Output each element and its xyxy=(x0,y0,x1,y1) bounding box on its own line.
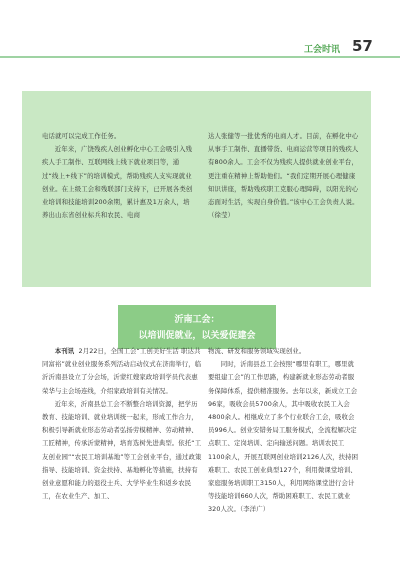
article-paragraph: 近年来，沂南县总工会不断整合培训资源，把学历教育、技能培训、就业培训统一起来，形成工作合力，积极引导新就业形态劳动者弘扬劳模精神、劳动精神、工匠精神，传承沂蒙精神，培育选树先进典型。依托“工友创业园”“农民工培训基地”等工会创业平台，通过政策指导、技能培训、资金扶持、基地孵化等措施，扶持有创业意愿和能力的退役士兵、大学毕业生和返乡农民工，在农业生产、加工、 xyxy=(42,399,202,501)
box-left-column xyxy=(42,130,195,222)
box-paragraph: 电话就可以完成工作任务。 xyxy=(42,132,121,140)
box-paragraph: 达人张健等一批优秀的电商人才。目前，在孵化中心从事手工制作、直播带货、电商运营等项目的残疾人有800余人。工会不仅为残疾人提供就业创业平台，更注重在精神上帮助他们。“我们定期开展心理健康知识讲座，帮助残疾职工克服心理障碍，以阳光的心态面对生活，实现自身价值。”该中心工会负责人说。（徐莹） xyxy=(208,132,359,220)
article-right-column xyxy=(208,345,360,517)
page-number: 57 xyxy=(352,37,373,55)
box-paragraph: 近年来，广饶残疾人创业孵化中心工会吸引入残疾人手工制作、互联网线上线下就业项目等，通过“线上+线下”的培训模式，帮助残疾人支实现就业创业。在上级工会和残联部门支持下，已开展各类创业培训和技能培训200余期，累计惠及1万余人，培养出山东省创业标兵和农民、电商 xyxy=(42,145,193,220)
box-right-column xyxy=(208,130,360,222)
article-title-line1: 沂南工会： xyxy=(174,315,220,325)
article-title-line2: 以培训促就业，以关爱促建会 xyxy=(138,331,256,341)
article-left-column xyxy=(42,345,202,503)
article-lead-paragraph xyxy=(42,345,202,398)
byline: 本刊讯 xyxy=(54,347,75,355)
lead-text: 2月22日，全国工会“工创美好生活 职达共同富裕”就业创业服务系列活动启动仪式在济南举行，临沂沂南县设立了分会场，沂蒙红嫂家政培训学员代表惠荣华与主会场连线，介绍家政培训有关情况。 xyxy=(42,347,202,395)
header-rule xyxy=(0,56,400,58)
article-paragraph: 同时，沂南县总工会按照“哪里有职工，哪里就要组建工会”的工作思路，构建新就业形态劳动者服务保障体系，提供精准服务。去年以来，新成立工会96家，吸收会员5700余人，其中吸收农民工入会4800余人。相继成立了多个行业联合工会，吸收会员996人。创业安错务局工服务模式，全流程解决定点职工、定岗培训、定向输送问题。培训农民工1100余人，开展互联网创业培训2126人次，扶持困难职工、农民工创业典型127个，利用微课堂培训、家庭服务培训职工3150人，利用网络课堂进行会计等技能培训660人次，帮助困难职工、农民工就业320人次。（李洋广） xyxy=(208,360,359,514)
article-paragraph: 物流、研发和服务领域实现创业。 xyxy=(208,347,306,355)
section-label: 工会时讯 xyxy=(304,45,341,55)
